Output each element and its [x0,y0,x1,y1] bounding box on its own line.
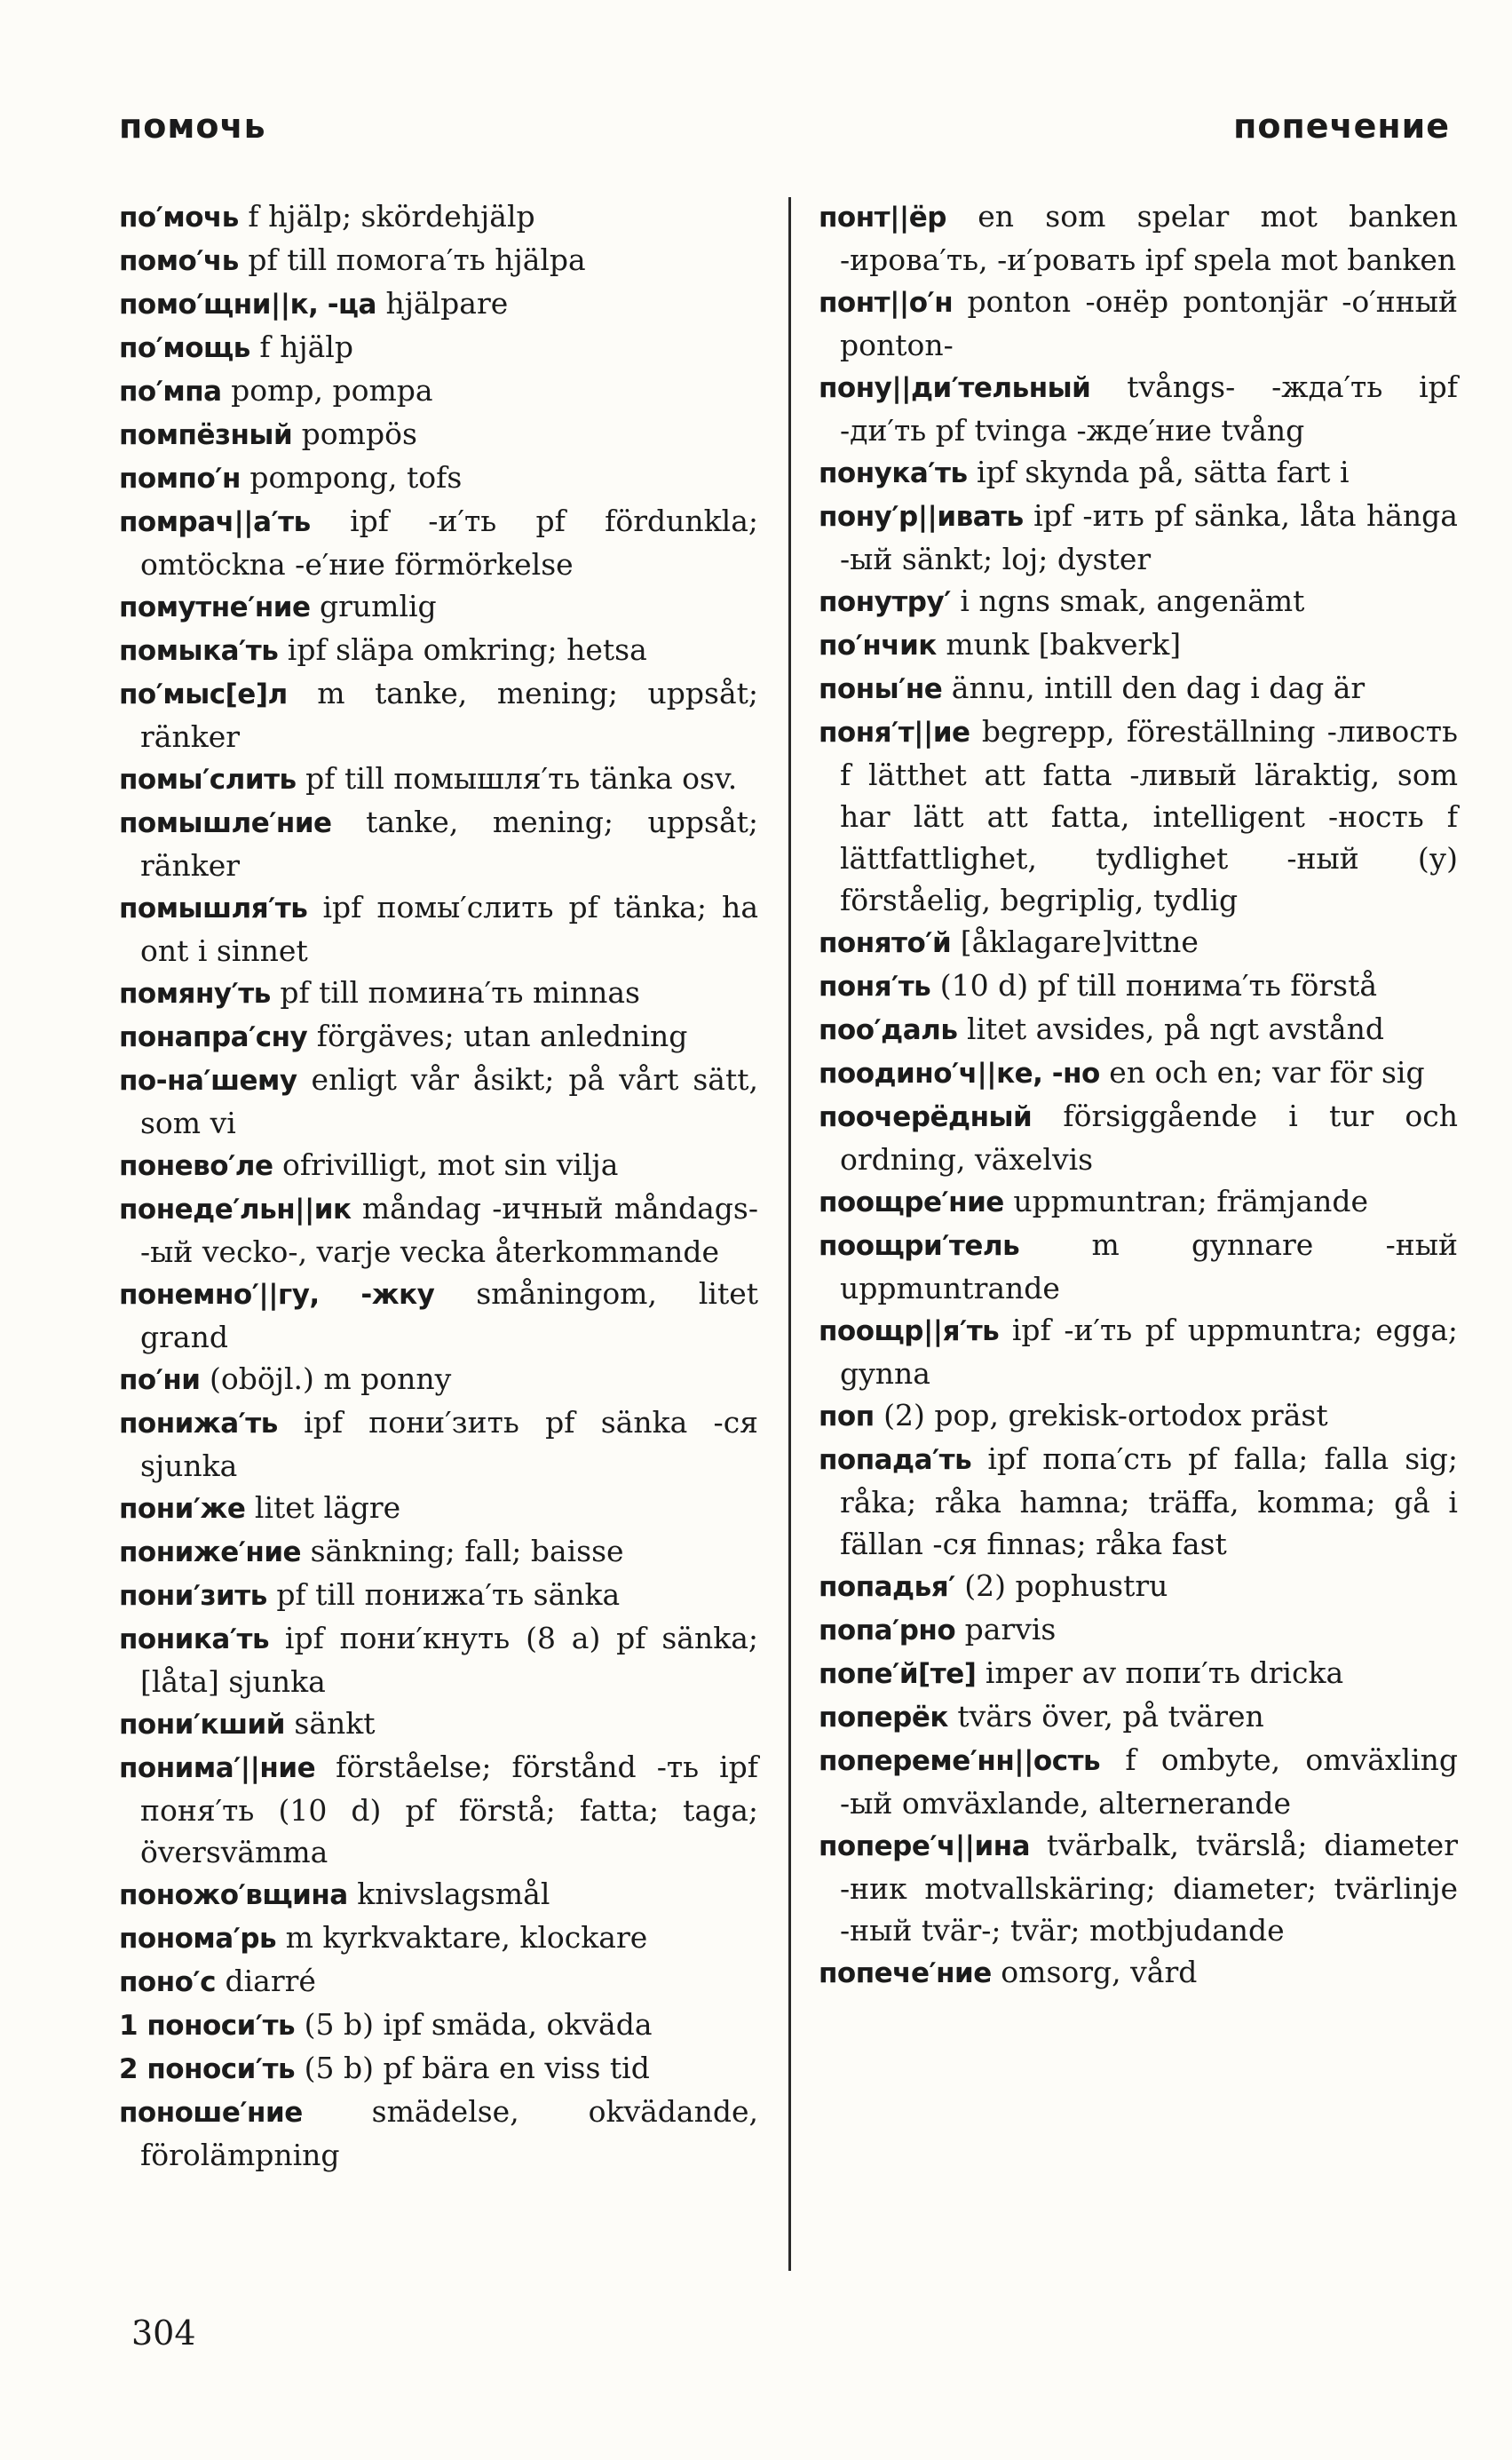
entry-gloss: omsorg, vård [991,1955,1198,1989]
entry-headword: помяну′ть [119,978,271,1010]
entry-headword: помпо′н [119,463,241,495]
entry-gloss: tvärs över, på tvären [947,1699,1264,1734]
entry-headword: поощр||я′ть [819,1315,1000,1347]
entry-gloss: ipf попа′сть pf falla; falla sig; råka; råka hamna; träffa, komma; gå i fällan -ся finnas; råka fast [840,1441,1458,1561]
dictionary-entry [119,886,758,972]
dictionary-entry [119,1960,758,2004]
entry-gloss: förståelse; förstånd -ть ipf поня′ть (10 d) pf förstå; fatta; taga; översvämma [140,1750,758,1869]
entry-gloss: (10 d) pf till понима′ть förstå [930,968,1377,1003]
entry-headword: поны′не [819,673,943,705]
entry-gloss: litet lägre [245,1490,401,1525]
dictionary-entry [119,413,758,456]
dictionary-entry [119,1530,758,1574]
dictionary-entry [819,195,1458,281]
right-column [819,195,1458,1995]
entry-gloss: (2) pophustru [954,1568,1168,1603]
entry-headword: поно′с [119,1966,216,1998]
entry-headword: попа′рно [819,1615,956,1647]
entry-headword: по′нчик [819,630,937,662]
entry-gloss: pf till понижа′ть sänka [266,1577,621,1612]
entry-gloss: ännu, intill den dag i dag är [942,671,1366,705]
entry-gloss: diarré [215,1964,316,1998]
dictionary-entry [819,580,1458,623]
entry-gloss: ipf помы′слить pf tänka; ha ont i sinnet [140,890,758,968]
dictionary-entry [119,195,758,239]
dictionary-entry [819,1565,1458,1608]
dictionary-entry [119,1574,758,1617]
dictionary-entry [819,623,1458,667]
entry-gloss: pomp, pompa [221,373,433,408]
entry-headword: по′мыс[е]л [119,678,288,710]
entry-gloss: f hjälp; skördehjälp [238,199,535,234]
dictionary-entry [119,1916,758,1960]
entry-headword: помо′чь [119,245,239,277]
entry-headword: понемно′||гу, -жку [119,1279,435,1311]
dictionary-entry [119,500,758,585]
entry-gloss: ipf -ить pf sänka, låta hänga -ый sänkt; loj; dyster [840,498,1458,576]
dictionary-entry [119,1702,758,1746]
right-guide-word: попечение [1233,107,1450,146]
entry-headword: поо′даль [819,1014,958,1046]
dictionary-entry [819,495,1458,580]
entry-gloss: litet avsides, på ngt avstånd [957,1012,1384,1046]
dictionary-entry [119,2047,758,2091]
dictionary-entry [119,239,758,282]
dictionary-entry [819,1951,1458,1995]
entry-headword: помпёзный [119,419,293,451]
dictionary-entry [819,710,1458,921]
dictionary-entry [119,369,758,413]
dictionary-entry [819,1608,1458,1652]
entry-headword: помо′щни||к, -ца [119,289,376,321]
entry-gloss: (oböjl.) m ponny [200,1361,452,1396]
dictionary-entry [119,1617,758,1702]
entry-headword: поноше′ние [119,2097,303,2129]
entry-headword: понапра′сну [119,1021,308,1053]
entry-headword: поочерёдный [819,1101,1033,1133]
entry-gloss: pf till помина′ть minnas [270,975,640,1010]
entry-gloss: (5 b) ipf smäda, okväda [295,2007,653,2042]
entry-headword: поника′ть [119,1623,270,1655]
dictionary-entry [119,456,758,500]
dictionary-entry [119,1144,758,1187]
dictionary-entry [119,2004,758,2047]
dictionary-entry [119,1746,758,1873]
entry-headword: понято′й [819,927,952,959]
dictionary-entry [119,1358,758,1401]
entry-headword: попе′й[те] [819,1658,977,1690]
entry-headword: помышле′ние [119,807,332,839]
entry-gloss: ipf skynda på, sätta fart i [967,455,1350,489]
dictionary-entry [819,1394,1458,1438]
entry-gloss: sänkning; fall; baisse [301,1534,624,1568]
entry-headword: 1 поноси′ть [119,2010,296,2042]
entry-headword: помышля′ть [119,893,308,924]
dictionary-entry [819,1008,1458,1051]
dictionary-entry [119,1487,758,1530]
entry-gloss: sänkt [284,1706,376,1741]
entry-headword: пону′р||ивать [819,501,1024,533]
entry-headword: пониже′ние [119,1536,302,1568]
entry-headword: по′мощь [119,332,250,364]
entry-gloss: m kyrkvaktare, klockare [276,1920,648,1955]
entry-headword: поодино′ч||ке, -но [819,1058,1100,1090]
entry-gloss: måndag -ичный måndags- -ый vecko-, varje vecka återkommande [140,1191,758,1269]
dictionary-entry [819,964,1458,1008]
dictionary-entry [119,1015,758,1059]
entry-gloss: ponton -онёр pontonjär -о′нный ponton- [840,284,1458,362]
entry-gloss: [åklagare]vittne [951,924,1199,959]
entry-headword: помыка′ть [119,635,279,667]
column-divider [788,197,791,2271]
dictionary-entry [119,672,758,758]
dictionary-entry [119,1873,758,1916]
entry-gloss: ofrivilligt, mot sin vilja [273,1147,619,1182]
entry-headword: пони′кший [119,1709,285,1741]
entry-gloss: ipf пони′зить pf sänka -ся sjunka [140,1405,758,1483]
entry-gloss: f hjälp [249,329,353,364]
entry-gloss: (5 b) pf bära en viss tid [295,2051,650,2085]
entry-headword: помутне′ние [119,591,311,623]
left-guide-word: помочь [119,107,266,146]
dictionary-entry [819,1824,1458,1951]
entry-headword: понево′ле [119,1150,273,1182]
entry-headword: понт||ёр [819,202,946,234]
entry-gloss: munk [bakverk] [936,627,1182,662]
dictionary-entry [119,1273,758,1358]
entry-headword: попадья′ [819,1571,955,1603]
page-number: 304 [131,2313,196,2353]
entry-gloss: grumlig [310,589,437,623]
entry-gloss: uppmuntran; främjande [1003,1184,1368,1218]
entry-headword: поощре′ние [819,1186,1004,1218]
entry-headword: по-на′шему [119,1065,297,1097]
dictionary-entry [819,366,1458,451]
entry-gloss: parvis [955,1612,1057,1647]
dictionary-entry [119,801,758,886]
dictionary-entry [119,585,758,629]
dictionary-entry [819,667,1458,710]
dictionary-entry [819,921,1458,964]
entry-headword: понижа′ть [119,1408,278,1440]
left-column [119,195,758,2176]
entry-gloss: pf till помышля′ть tänka osv. [296,761,738,796]
dictionary-entry [819,1224,1458,1309]
entry-headword: по′мпа [119,376,222,408]
entry-gloss: pf till помога′ть hjälpa [238,242,586,277]
entry-headword: попече′ние [819,1957,992,1989]
entry-gloss: begrepp, föreställning -ливость f lätthet att fatta -ливый läraktig, som har lätt att fatta, intelligent -ность f lättfattlighet, tydlighet -ный (у) förståelig, begriplig, tydlig [840,714,1458,917]
entry-headword: понт||о′н [819,287,954,319]
entry-headword: поножо′вщина [119,1879,348,1911]
entry-gloss: småningom, litet grand [140,1276,758,1354]
entry-headword: понима′||ние [119,1752,316,1784]
dictionary-entry [119,1401,758,1487]
entry-headword: помрач||а′ть [119,506,311,538]
dictionary-entry [819,1695,1458,1739]
entry-gloss: i ngns smak, angenämt [950,583,1305,618]
entry-gloss: pompong, tofs [240,460,463,495]
entry-gloss: hjälpare [376,286,509,321]
dictionary-entry [819,451,1458,495]
entry-headword: понутру′ [819,586,951,618]
dictionary-entry [119,326,758,369]
entry-headword: пони′же [119,1493,246,1525]
entry-headword: поп [819,1401,875,1432]
dictionary-entry [819,1652,1458,1695]
entry-headword: пони′зить [119,1580,267,1612]
dictionary-entry [819,281,1458,366]
entry-headword: понука′ть [819,457,968,489]
dictionary-entry [819,1438,1458,1565]
entry-headword: поощри′тель [819,1230,1020,1262]
entry-headword: попере′ч||ина [819,1830,1031,1862]
entry-headword: поня′ть [819,971,931,1003]
entry-gloss: förgäves; utan anledning [307,1019,688,1053]
entry-gloss: imper av попи′ть dricka [976,1655,1344,1690]
dictionary-entry [119,972,758,1015]
entry-gloss: enligt vår åsikt; på vårt sätt, som vi [140,1062,758,1140]
entry-gloss: tvärbalk, tvärslå; diameter -ник motvallskäring; diameter; tvärlinje -ный tvär-; tvär; motbjudande [840,1828,1458,1948]
entry-gloss: ipf пони′кнуть (8 a) pf sänka; [låta] sjunka [140,1621,758,1699]
entry-gloss: en som spelar mot banken -ирова′ть, -и′ровать ipf spela mot banken [840,199,1458,277]
dictionary-entry [119,1059,758,1144]
entry-gloss: försiggående i tur och ordning, växelvis [840,1099,1458,1177]
entry-gloss: ipf -и′ть pf fördunkla; omtöckna -е′ние förmörkelse [140,504,758,582]
entry-headword: пону||ди′тельный [819,372,1091,404]
entry-gloss: en och en; var för sig [1099,1055,1425,1090]
entry-gloss: knivslagsmål [347,1877,550,1911]
entry-gloss: pompös [292,417,417,451]
entry-gloss: (2) pop, grekisk-ortodox präst [874,1398,1328,1432]
entry-gloss: m tanke, mening; uppsåt; ränker [140,676,758,754]
entry-gloss: f ombyte, omväxling -ый omväxlande, alternerande [840,1742,1458,1821]
entry-headword: по′мочь [119,202,239,234]
dictionary-entry [819,1739,1458,1824]
entry-headword: понома′рь [119,1923,277,1955]
entry-gloss: ipf -и′ть pf uppmuntra; egga; gynna [840,1313,1458,1391]
entry-headword: поперёк [819,1702,948,1734]
entry-gloss: tanke, mening; uppsåt; ränker [140,805,758,883]
dictionary-entry [819,1095,1458,1180]
entry-gloss: smädelse, okvädande, förolämpning [140,2094,758,2172]
dictionary-entry [819,1309,1458,1394]
dictionary-entry [119,758,758,801]
dictionary-entry [119,2091,758,2176]
entry-headword: попада′ть [819,1444,972,1476]
dictionary-entry [119,282,758,326]
dictionary-entry [819,1051,1458,1095]
entry-gloss: ipf släpa omkring; hetsa [278,632,647,667]
entry-headword: 2 поноси′ть [119,2053,296,2085]
dictionary-entry [119,629,758,672]
dictionary-entry [119,1187,758,1273]
entry-headword: помы′слить [119,764,297,796]
entry-headword: попереме′нн||ость [819,1745,1101,1777]
dictionary-entry [819,1180,1458,1224]
entry-gloss: tvångs- -жда′ть ipf -ди′ть pf tvinga -жде′ние tvång [840,369,1458,448]
entry-headword: поня′т||ие [819,717,970,749]
entry-headword: понеде′льн||ик [119,1194,352,1226]
entry-headword: по′ни [119,1364,201,1396]
entry-gloss: m gynnare -ный uppmuntrande [840,1227,1458,1305]
